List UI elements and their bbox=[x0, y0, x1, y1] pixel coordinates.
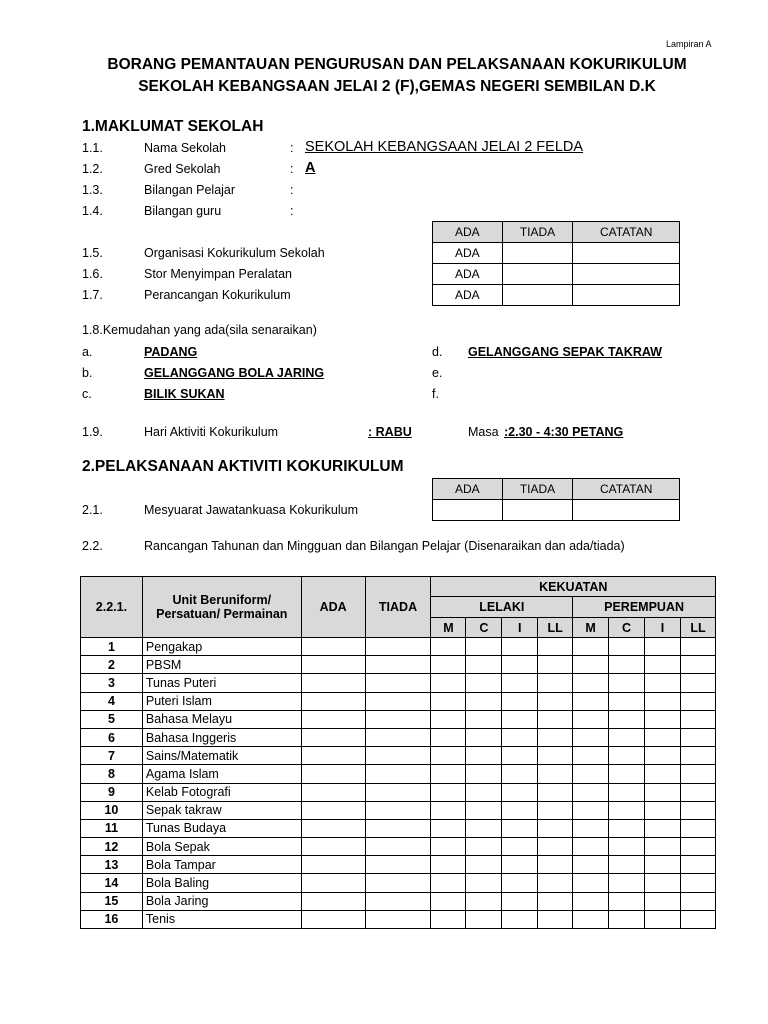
cell-ada[interactable]: ADA bbox=[433, 264, 503, 285]
entry-cell[interactable] bbox=[301, 783, 365, 801]
facility-letter: b. bbox=[82, 366, 93, 380]
entry-cell[interactable] bbox=[645, 747, 681, 765]
entry-cell[interactable] bbox=[680, 765, 715, 783]
entry-cell[interactable] bbox=[573, 638, 609, 656]
time-value: :2.30 - 4:30 PETANG bbox=[504, 425, 624, 439]
store-label: Stor Menyimpan Peralatan bbox=[144, 267, 292, 281]
entry-cell[interactable] bbox=[573, 783, 609, 801]
table-row bbox=[81, 856, 716, 874]
entry-cell[interactable] bbox=[301, 656, 365, 674]
entry-cell[interactable] bbox=[680, 692, 715, 710]
unit-name: Sepak takraw bbox=[142, 801, 301, 819]
entry-cell[interactable] bbox=[609, 747, 645, 765]
header-kekuatan: KEKUATAN bbox=[431, 577, 716, 597]
cell-tiada[interactable] bbox=[502, 243, 573, 264]
entry-cell[interactable] bbox=[645, 874, 681, 892]
entry-cell[interactable] bbox=[609, 838, 645, 856]
student-count-label: Bilangan Pelajar bbox=[144, 183, 236, 197]
entry-cell[interactable] bbox=[645, 674, 681, 692]
entry-cell[interactable] bbox=[538, 656, 573, 674]
entry-cell[interactable] bbox=[609, 819, 645, 837]
row-number: 16 bbox=[81, 910, 143, 928]
facility-letter: a. bbox=[82, 345, 93, 359]
entry-cell[interactable] bbox=[538, 892, 573, 910]
entry-cell[interactable] bbox=[609, 801, 645, 819]
facility-item: GELANGGANG BOLA JARING bbox=[144, 366, 325, 380]
entry-cell[interactable] bbox=[609, 874, 645, 892]
section2-status-table bbox=[432, 478, 680, 521]
colon: : bbox=[290, 183, 294, 197]
entry-cell[interactable] bbox=[502, 692, 538, 710]
organisation-label: Organisasi Kokurikulum Sekolah bbox=[144, 246, 325, 260]
entry-cell[interactable] bbox=[301, 838, 365, 856]
entry-cell[interactable] bbox=[645, 656, 681, 674]
entry-cell[interactable] bbox=[301, 747, 365, 765]
header-lelaki: LELAKI bbox=[431, 597, 573, 618]
entry-cell[interactable] bbox=[502, 728, 538, 746]
entry-cell[interactable] bbox=[573, 819, 609, 837]
entry-cell[interactable] bbox=[301, 692, 365, 710]
lampiran-label: Lampiran A bbox=[666, 39, 712, 49]
time-label: Masa bbox=[468, 425, 499, 439]
entry-cell[interactable] bbox=[431, 765, 466, 783]
table-row bbox=[81, 874, 716, 892]
header-tiada: TIADA bbox=[502, 222, 573, 243]
activities-table bbox=[80, 576, 716, 929]
section1-heading: 1.MAKLUMAT SEKOLAH bbox=[82, 118, 264, 135]
activity-day-value: : RABU bbox=[368, 425, 412, 439]
entry-cell[interactable] bbox=[609, 710, 645, 728]
entry-cell[interactable] bbox=[431, 874, 466, 892]
entry-cell[interactable] bbox=[431, 892, 466, 910]
entry-cell[interactable] bbox=[301, 910, 365, 928]
header-unit bbox=[142, 577, 301, 638]
table-row bbox=[81, 819, 716, 837]
table-row bbox=[81, 728, 716, 746]
entry-cell[interactable] bbox=[365, 692, 431, 710]
row-number: 7 bbox=[81, 747, 143, 765]
table-row bbox=[81, 910, 716, 928]
item-number: 1.2. bbox=[82, 162, 103, 176]
entry-cell[interactable] bbox=[502, 765, 538, 783]
entry-cell[interactable] bbox=[645, 692, 681, 710]
entry-cell[interactable] bbox=[609, 638, 645, 656]
entry-cell[interactable] bbox=[538, 838, 573, 856]
header-number: 2.2.1. bbox=[81, 577, 143, 638]
entry-cell[interactable] bbox=[466, 710, 502, 728]
header-sub: I bbox=[645, 618, 681, 638]
entry-cell[interactable] bbox=[538, 801, 573, 819]
entry-cell[interactable] bbox=[431, 638, 466, 656]
entry-cell[interactable] bbox=[502, 856, 538, 874]
entry-cell[interactable] bbox=[573, 874, 609, 892]
entry-cell[interactable] bbox=[645, 710, 681, 728]
entry-cell[interactable] bbox=[301, 765, 365, 783]
table-row bbox=[81, 710, 716, 728]
entry-cell[interactable] bbox=[609, 892, 645, 910]
cell-tiada[interactable] bbox=[502, 500, 573, 521]
entry-cell[interactable] bbox=[365, 838, 431, 856]
entry-cell[interactable] bbox=[466, 674, 502, 692]
entry-cell[interactable] bbox=[538, 728, 573, 746]
entry-cell[interactable] bbox=[466, 656, 502, 674]
header-sub: C bbox=[466, 618, 502, 638]
entry-cell[interactable] bbox=[365, 819, 431, 837]
header-sub: M bbox=[431, 618, 466, 638]
cell-catatan[interactable] bbox=[573, 500, 680, 521]
entry-cell[interactable] bbox=[466, 638, 502, 656]
table-row bbox=[81, 674, 716, 692]
entry-cell[interactable] bbox=[431, 656, 466, 674]
entry-cell[interactable] bbox=[538, 910, 573, 928]
entry-cell[interactable] bbox=[645, 892, 681, 910]
entry-cell[interactable] bbox=[645, 638, 681, 656]
entry-cell[interactable] bbox=[609, 765, 645, 783]
entry-cell[interactable] bbox=[680, 747, 715, 765]
entry-cell[interactable] bbox=[431, 747, 466, 765]
entry-cell[interactable] bbox=[301, 801, 365, 819]
entry-cell[interactable] bbox=[573, 838, 609, 856]
row-number: 1 bbox=[81, 638, 143, 656]
entry-cell[interactable] bbox=[573, 892, 609, 910]
entry-cell[interactable] bbox=[431, 838, 466, 856]
item-number: 1.3. bbox=[82, 183, 103, 197]
entry-cell[interactable] bbox=[609, 910, 645, 928]
entry-cell[interactable] bbox=[680, 674, 715, 692]
entry-cell[interactable] bbox=[466, 874, 502, 892]
entry-cell[interactable] bbox=[466, 819, 502, 837]
entry-cell[interactable] bbox=[502, 710, 538, 728]
entry-cell[interactable] bbox=[680, 801, 715, 819]
entry-cell[interactable] bbox=[365, 656, 431, 674]
entry-cell[interactable] bbox=[573, 710, 609, 728]
entry-cell[interactable] bbox=[680, 819, 715, 837]
table-row bbox=[81, 747, 716, 765]
school-grade-value: A bbox=[305, 160, 316, 176]
entry-cell[interactable] bbox=[680, 874, 715, 892]
entry-cell[interactable] bbox=[431, 674, 466, 692]
facility-letter: d. bbox=[432, 345, 443, 359]
entry-cell[interactable] bbox=[680, 892, 715, 910]
entry-cell[interactable] bbox=[365, 765, 431, 783]
entry-cell[interactable] bbox=[573, 656, 609, 674]
entry-cell[interactable] bbox=[466, 692, 502, 710]
entry-cell[interactable] bbox=[538, 710, 573, 728]
entry-cell[interactable] bbox=[680, 656, 715, 674]
entry-cell[interactable] bbox=[538, 692, 573, 710]
table-row bbox=[81, 692, 716, 710]
entry-cell[interactable] bbox=[301, 674, 365, 692]
row-number: 9 bbox=[81, 783, 143, 801]
entry-cell[interactable] bbox=[680, 838, 715, 856]
header-sub: LL bbox=[680, 618, 715, 638]
school-name-label: Nama Sekolah bbox=[144, 141, 226, 155]
unit-name: PBSM bbox=[142, 656, 301, 674]
row-number: 13 bbox=[81, 856, 143, 874]
entry-cell[interactable] bbox=[502, 801, 538, 819]
unit-name: Bahasa Melayu bbox=[142, 710, 301, 728]
header-unit-line2: Persatuan/ Permainan bbox=[156, 607, 288, 621]
facility-item: GELANGGANG SEPAK TAKRAW bbox=[468, 345, 662, 359]
item-number: 1.4. bbox=[82, 204, 103, 218]
table-row bbox=[81, 838, 716, 856]
cell-ada[interactable] bbox=[433, 500, 503, 521]
entry-cell[interactable] bbox=[431, 783, 466, 801]
entry-cell[interactable] bbox=[365, 710, 431, 728]
header-catatan: CATATAN bbox=[573, 479, 680, 500]
cell-ada[interactable]: ADA bbox=[433, 243, 503, 264]
unit-name: Pengakap bbox=[142, 638, 301, 656]
school-grade-label: Gred Sekolah bbox=[144, 162, 221, 176]
header-ada: ADA bbox=[433, 479, 503, 500]
entry-cell[interactable] bbox=[573, 747, 609, 765]
header-sub: M bbox=[573, 618, 609, 638]
entry-cell[interactable] bbox=[645, 801, 681, 819]
plan-label: Rancangan Tahunan dan Mingguan dan Bilangan Pelajar (Disenaraikan dan ada/tiada) bbox=[144, 539, 625, 553]
cell-tiada[interactable] bbox=[502, 285, 573, 306]
entry-cell[interactable] bbox=[609, 783, 645, 801]
row-number: 5 bbox=[81, 710, 143, 728]
item-number: 1.5. bbox=[82, 246, 103, 260]
entry-cell[interactable] bbox=[645, 728, 681, 746]
unit-name: Sains/Matematik bbox=[142, 747, 301, 765]
document-title-line1: BORANG PEMANTAUAN PENGURUSAN DAN PELAKSANAAN KOKURIKULUM bbox=[107, 56, 687, 73]
entry-cell[interactable] bbox=[680, 910, 715, 928]
item-number: 2.1. bbox=[82, 503, 103, 517]
entry-cell[interactable] bbox=[645, 856, 681, 874]
item-number: 1.9. bbox=[82, 425, 103, 439]
entry-cell[interactable] bbox=[301, 856, 365, 874]
cell-catatan[interactable] bbox=[573, 264, 680, 285]
entry-cell[interactable] bbox=[502, 656, 538, 674]
entry-cell[interactable] bbox=[502, 747, 538, 765]
header-perempuan: PEREMPUAN bbox=[573, 597, 716, 618]
entry-cell[interactable] bbox=[466, 856, 502, 874]
entry-cell[interactable] bbox=[431, 710, 466, 728]
header-sub: I bbox=[502, 618, 538, 638]
entry-cell[interactable] bbox=[466, 765, 502, 783]
entry-cell[interactable] bbox=[538, 856, 573, 874]
entry-cell[interactable] bbox=[573, 765, 609, 783]
entry-cell[interactable] bbox=[645, 819, 681, 837]
unit-name: Agama Islam bbox=[142, 765, 301, 783]
entry-cell[interactable] bbox=[680, 783, 715, 801]
entry-cell[interactable] bbox=[301, 874, 365, 892]
facilities-label: 1.8.Kemudahan yang ada(sila senaraikan) bbox=[82, 323, 317, 337]
header-unit-line1: Unit Beruniform/ bbox=[172, 593, 272, 607]
entry-cell[interactable] bbox=[365, 910, 431, 928]
unit-name: Tenis bbox=[142, 910, 301, 928]
entry-cell[interactable] bbox=[466, 783, 502, 801]
school-name-value: SEKOLAH KEBANGSAAN JELAI 2 FELDA bbox=[305, 139, 584, 155]
entry-cell[interactable] bbox=[466, 838, 502, 856]
facility-item: BILIK SUKAN bbox=[144, 387, 225, 401]
entry-cell[interactable] bbox=[573, 728, 609, 746]
entry-cell[interactable] bbox=[573, 674, 609, 692]
facility-item: PADANG bbox=[144, 345, 198, 359]
unit-name: Bola Sepak bbox=[142, 838, 301, 856]
unit-name: Kelab Fotografi bbox=[142, 783, 301, 801]
unit-name: Tunas Budaya bbox=[142, 819, 301, 837]
entry-cell[interactable] bbox=[609, 692, 645, 710]
meeting-label: Mesyuarat Jawatankuasa Kokurikulum bbox=[144, 503, 358, 517]
entry-cell[interactable] bbox=[538, 783, 573, 801]
entry-cell[interactable] bbox=[365, 638, 431, 656]
entry-cell[interactable] bbox=[431, 692, 466, 710]
entry-cell[interactable] bbox=[502, 819, 538, 837]
teacher-count-label: Bilangan guru bbox=[144, 204, 222, 218]
unit-name: Puteri Islam bbox=[142, 692, 301, 710]
item-number: 1.6. bbox=[82, 267, 103, 281]
entry-cell[interactable] bbox=[502, 783, 538, 801]
row-number: 15 bbox=[81, 892, 143, 910]
item-number: 1.7. bbox=[82, 288, 103, 302]
unit-name: Tunas Puteri bbox=[142, 674, 301, 692]
entry-cell[interactable] bbox=[502, 838, 538, 856]
row-number: 14 bbox=[81, 874, 143, 892]
entry-cell[interactable] bbox=[365, 674, 431, 692]
entry-cell[interactable] bbox=[365, 728, 431, 746]
header-tiada: TIADA bbox=[502, 479, 573, 500]
entry-cell[interactable] bbox=[466, 910, 502, 928]
entry-cell[interactable] bbox=[301, 638, 365, 656]
unit-name: Bola Jaring bbox=[142, 892, 301, 910]
section2-heading: 2.PELAKSANAAN AKTIVITI KOKURIKULUM bbox=[82, 458, 404, 475]
header-sub: LL bbox=[538, 618, 573, 638]
entry-cell[interactable] bbox=[365, 856, 431, 874]
row-number: 12 bbox=[81, 838, 143, 856]
section1-status-table bbox=[432, 221, 680, 306]
entry-cell[interactable] bbox=[645, 910, 681, 928]
colon: : bbox=[290, 162, 294, 176]
entry-cell[interactable] bbox=[538, 765, 573, 783]
entry-cell[interactable] bbox=[431, 819, 466, 837]
entry-cell[interactable] bbox=[365, 783, 431, 801]
table-row bbox=[81, 801, 716, 819]
entry-cell[interactable] bbox=[573, 910, 609, 928]
document-title-line2: SEKOLAH KEBANGSAAN JELAI 2 (F),GEMAS NEGERI SEMBILAN D.K bbox=[138, 78, 656, 95]
entry-cell[interactable] bbox=[680, 710, 715, 728]
row-number: 6 bbox=[81, 728, 143, 746]
entry-cell[interactable] bbox=[573, 801, 609, 819]
cell-tiada[interactable] bbox=[502, 264, 573, 285]
entry-cell[interactable] bbox=[538, 819, 573, 837]
entry-cell[interactable] bbox=[365, 874, 431, 892]
planning-label: Perancangan Kokurikulum bbox=[144, 288, 291, 302]
entry-cell[interactable] bbox=[431, 910, 466, 928]
entry-cell[interactable] bbox=[502, 638, 538, 656]
entry-cell[interactable] bbox=[609, 674, 645, 692]
entry-cell[interactable] bbox=[538, 874, 573, 892]
entry-cell[interactable] bbox=[431, 801, 466, 819]
entry-cell[interactable] bbox=[538, 747, 573, 765]
row-number: 4 bbox=[81, 692, 143, 710]
activity-day-label: Hari Aktiviti Kokurikulum bbox=[144, 425, 279, 439]
entry-cell[interactable] bbox=[466, 801, 502, 819]
entry-cell[interactable] bbox=[431, 728, 466, 746]
entry-cell[interactable] bbox=[301, 710, 365, 728]
entry-cell[interactable] bbox=[502, 892, 538, 910]
cell-catatan[interactable] bbox=[573, 285, 680, 306]
unit-name: Bola Tampar bbox=[142, 856, 301, 874]
colon: : bbox=[290, 204, 294, 218]
entry-cell[interactable] bbox=[680, 638, 715, 656]
entry-cell[interactable] bbox=[609, 656, 645, 674]
entry-cell[interactable] bbox=[609, 856, 645, 874]
header-tiada: TIADA bbox=[365, 577, 431, 638]
item-number: 2.2. bbox=[82, 539, 103, 553]
entry-cell[interactable] bbox=[645, 765, 681, 783]
header-catatan: CATATAN bbox=[573, 222, 680, 243]
row-number: 8 bbox=[81, 765, 143, 783]
entry-cell[interactable] bbox=[538, 674, 573, 692]
table-row bbox=[81, 783, 716, 801]
entry-cell[interactable] bbox=[466, 728, 502, 746]
entry-cell[interactable] bbox=[365, 801, 431, 819]
facility-letter: c. bbox=[82, 387, 92, 401]
header-ada: ADA bbox=[433, 222, 503, 243]
row-number: 10 bbox=[81, 801, 143, 819]
entry-cell[interactable] bbox=[573, 856, 609, 874]
table-row bbox=[81, 892, 716, 910]
facility-letter: e. bbox=[432, 366, 443, 380]
item-number: 1.1. bbox=[82, 141, 103, 155]
entry-cell[interactable] bbox=[301, 728, 365, 746]
entry-cell[interactable] bbox=[680, 728, 715, 746]
colon: : bbox=[290, 141, 294, 155]
header-ada: ADA bbox=[301, 577, 365, 638]
entry-cell[interactable] bbox=[502, 910, 538, 928]
row-number: 11 bbox=[81, 819, 143, 837]
entry-cell[interactable] bbox=[301, 819, 365, 837]
entry-cell[interactable] bbox=[301, 892, 365, 910]
row-number: 2 bbox=[81, 656, 143, 674]
entry-cell[interactable] bbox=[466, 892, 502, 910]
entry-cell[interactable] bbox=[502, 674, 538, 692]
header-sub: C bbox=[609, 618, 645, 638]
entry-cell[interactable] bbox=[365, 747, 431, 765]
entry-cell[interactable] bbox=[538, 638, 573, 656]
entry-cell[interactable] bbox=[645, 838, 681, 856]
facility-letter: f. bbox=[432, 387, 439, 401]
unit-name: Bahasa Inggeris bbox=[142, 728, 301, 746]
entry-cell[interactable] bbox=[365, 892, 431, 910]
row-number: 3 bbox=[81, 674, 143, 692]
cell-catatan[interactable] bbox=[573, 243, 680, 264]
table-row bbox=[81, 638, 716, 656]
table-row bbox=[81, 765, 716, 783]
entry-cell[interactable] bbox=[502, 874, 538, 892]
entry-cell[interactable] bbox=[609, 728, 645, 746]
entry-cell[interactable] bbox=[645, 783, 681, 801]
entry-cell[interactable] bbox=[466, 747, 502, 765]
cell-ada[interactable]: ADA bbox=[433, 285, 503, 306]
entry-cell[interactable] bbox=[680, 856, 715, 874]
table-row bbox=[81, 656, 716, 674]
unit-name: Bola Baling bbox=[142, 874, 301, 892]
entry-cell[interactable] bbox=[431, 856, 466, 874]
entry-cell[interactable] bbox=[573, 692, 609, 710]
